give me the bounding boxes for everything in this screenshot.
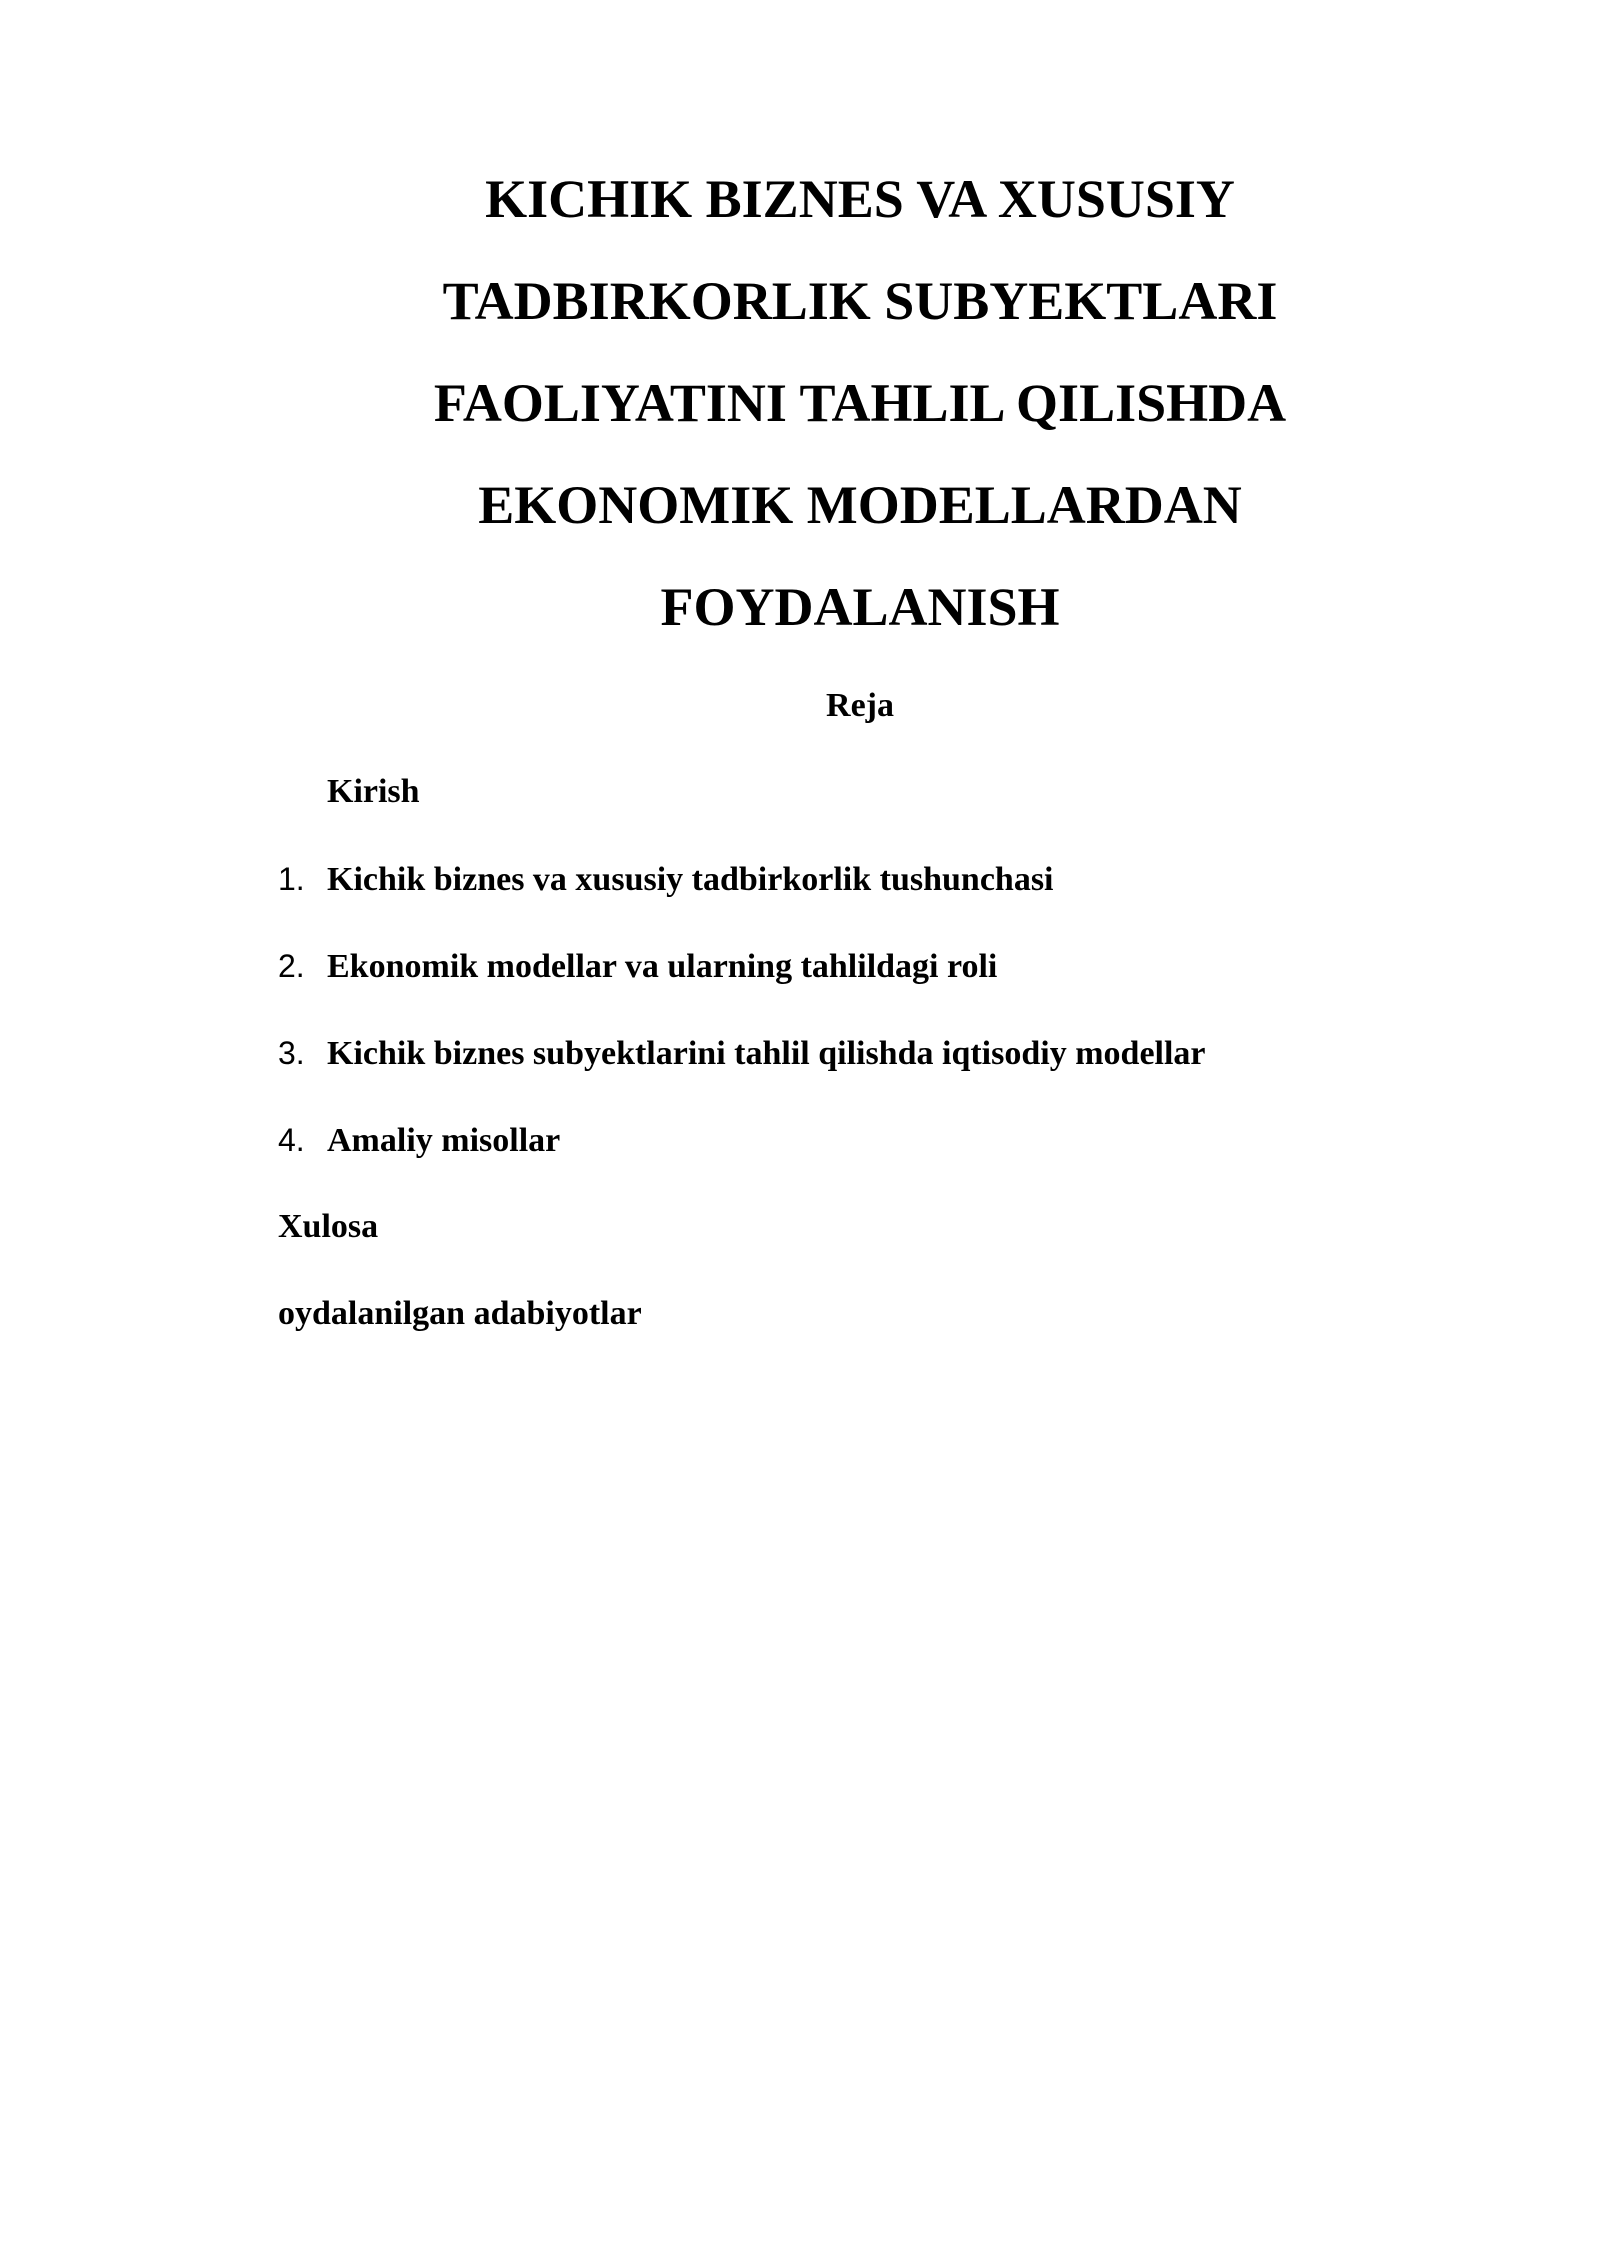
plan-intro	[278, 768, 1428, 855]
intro-text: Kirish	[327, 773, 420, 810]
title-line: FAOLIYATINI TAHLIL QILISHDA	[433, 373, 1287, 433]
item-text: Amaliy misollar	[327, 1122, 561, 1159]
plan-conclusion	[278, 1203, 1428, 1290]
plan-references	[278, 1290, 1428, 1377]
title-line: EKONOMIK MODELLARDAN	[478, 475, 1242, 535]
item-number: 1.	[278, 861, 305, 897]
plan-heading: Reja	[826, 687, 894, 724]
conclusion-text: Xulosa	[278, 1208, 379, 1245]
plan-item	[278, 1116, 1428, 1203]
plan-item	[278, 1029, 1428, 1116]
plan-item	[278, 855, 1428, 942]
item-text: Kichik biznes va xususiy tadbirkorlik tushunchasi	[327, 861, 1054, 898]
title-line: FOYDALANISH	[660, 577, 1060, 637]
plan-item	[278, 942, 1428, 1029]
document-title	[330, 148, 1390, 658]
item-text: Kichik biznes subyektlarini tahlil qilishda iqtisodiy modellar	[327, 1035, 1206, 1072]
item-number: 2.	[278, 948, 305, 984]
item-number: 3.	[278, 1035, 305, 1071]
plan-list	[278, 768, 1428, 1377]
item-number: 4.	[278, 1122, 305, 1158]
title-line: TADBIRKORLIK SUBYEKTLARI	[442, 271, 1278, 331]
references-text: oydalanilgan adabiyotlar	[278, 1295, 642, 1332]
item-text: Ekonomik modellar va ularning tahlildagi roli	[327, 948, 998, 985]
title-line: KICHIK BIZNES VA XUSUSIY	[485, 169, 1235, 229]
